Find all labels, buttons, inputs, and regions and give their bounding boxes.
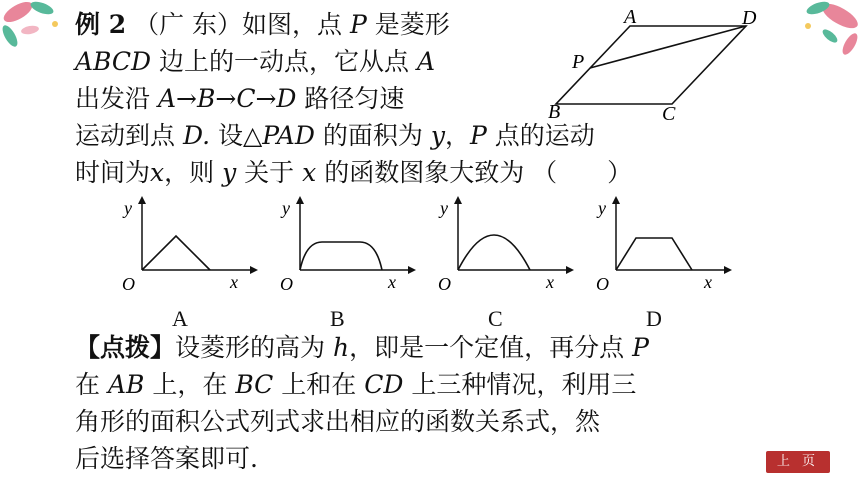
hint-text: 上，在 [152, 370, 228, 399]
var-y: y [222, 158, 237, 187]
var-a: A [157, 84, 177, 113]
vertex-p: P [572, 51, 585, 73]
var-c: C [236, 84, 256, 113]
problem-line-3 [75, 84, 404, 114]
option-b-label: B [330, 306, 345, 331]
hint-text: 上和在 [281, 370, 357, 399]
problem-text: 的面积为 [322, 121, 423, 150]
example-label: 例 2 [75, 10, 127, 39]
prev-page-button[interactable]: 上 页 [766, 451, 830, 473]
problem-line-5 [75, 158, 632, 188]
hint-text: 在 [75, 370, 101, 399]
problem-text: 的函数图象大致为 [324, 158, 525, 187]
var-b: B [196, 84, 216, 113]
origin-label: O [596, 274, 609, 294]
axis-x-label: x [388, 272, 396, 292]
var-cd: CD [364, 370, 404, 399]
vertex-d: D [742, 7, 757, 29]
option-a-graph [118, 196, 258, 306]
var-p: P [469, 121, 487, 150]
axis-x-label: x [704, 272, 712, 292]
rhombus-figure [548, 6, 778, 124]
var-bc: BC [235, 370, 274, 399]
var-h: h [332, 333, 350, 362]
axis-y-label: y [124, 198, 132, 218]
axis-x-label: x [230, 272, 238, 292]
var-x: x [150, 158, 165, 187]
option-c-graph [434, 196, 574, 306]
problem-text: 运动到点 [75, 121, 176, 150]
hint-text: 后选择答案即可. [75, 444, 258, 473]
var-p: P [349, 10, 367, 39]
problem-text: 点的运动 [494, 121, 595, 150]
option-b-graph [276, 196, 416, 306]
var-ab: AB [107, 370, 145, 399]
var-y: y [430, 121, 445, 150]
option-c-label: C [488, 306, 503, 331]
var-x: x [302, 158, 317, 187]
hint-line-2 [75, 370, 636, 400]
hint-text: ，即是一个定值，再分点 [349, 333, 625, 362]
problem-text: 关于 [244, 158, 295, 187]
option-a-label: A [172, 306, 188, 331]
vertex-b: B [548, 101, 561, 123]
option-d-label: D [646, 306, 662, 331]
hint-line-4 [75, 444, 258, 474]
axis-y-label: y [440, 198, 448, 218]
corner-decoration-right [780, 0, 860, 64]
axis-y-label: y [282, 198, 290, 218]
var-d: D. [182, 121, 211, 150]
answer-blank: （ ） [532, 158, 633, 187]
problem-text: 边上的一动点，它从点 [159, 47, 410, 76]
origin-label: O [438, 274, 451, 294]
var-d: D [276, 84, 297, 113]
option-d-graph [592, 196, 732, 306]
vertex-c: C [662, 103, 676, 124]
origin-label: O [280, 274, 293, 294]
axis-y-label: y [598, 198, 606, 218]
problem-text: 设△ [218, 121, 263, 150]
corner-decoration-left [0, 0, 80, 60]
arrow: → [255, 84, 277, 113]
problem-text: 路径匀速 [304, 84, 405, 113]
problem-text: 是菱形 [374, 10, 450, 39]
example-source: （广 东） [134, 10, 243, 39]
hint-line-1 [75, 333, 649, 363]
problem-text: 如图，点 [242, 10, 343, 39]
problem-line-4 [75, 121, 595, 151]
var-p: P [632, 333, 649, 362]
var-abcd: ABCD [75, 47, 152, 76]
hint-tag: 【点拨】 [75, 333, 176, 362]
origin-label: O [122, 274, 135, 294]
var-pad: PAD [262, 121, 315, 150]
hint-line-3 [75, 407, 600, 437]
vertex-a: A [624, 6, 637, 28]
hint-text: 设菱形的高为 [175, 333, 326, 362]
axis-x-label: x [546, 272, 554, 292]
problem-text: 时间为 [75, 158, 151, 187]
problem-text: 出发沿 [75, 84, 151, 113]
problem-text: ， [444, 121, 470, 150]
hint-text: 角形的面积公式列式求出相应的函数关系式，然 [75, 407, 601, 436]
arrow: → [176, 84, 197, 113]
var-a: A [416, 47, 436, 76]
problem-line-1 [75, 10, 450, 40]
problem-text: ，则 [164, 158, 215, 187]
problem-line-2 [75, 47, 435, 77]
arrow: → [215, 84, 237, 113]
hint-text: 上三种情况，利用三 [411, 370, 637, 399]
